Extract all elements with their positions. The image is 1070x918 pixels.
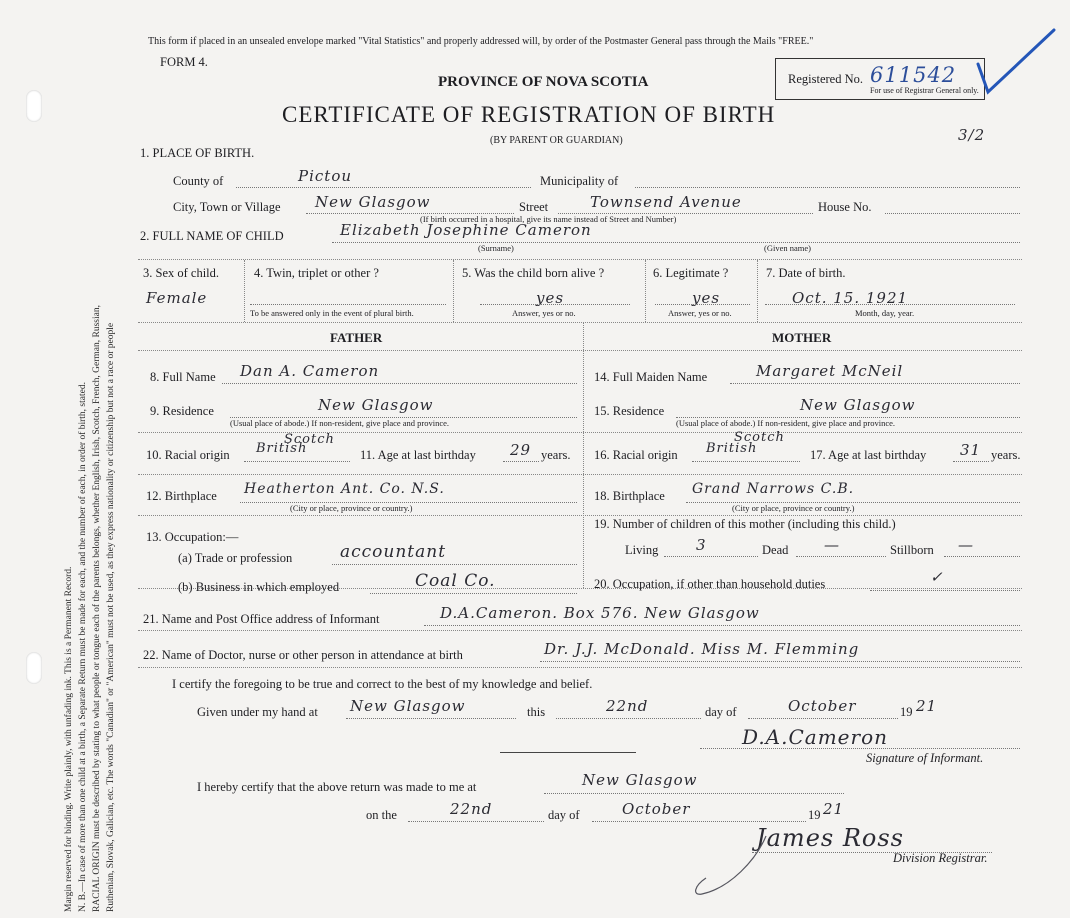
father-birthplace-value: Heatherton Ant. Co. N.S. [244,481,445,497]
attendant-value: Dr. J.J. McDonald. Miss M. Flemming [544,640,860,658]
city-label: City, Town or Village [173,200,281,214]
province-heading: PROVINCE OF NOVA SCOTIA [438,74,649,90]
given-month-value: October [788,697,857,715]
page-title: CERTIFICATE OF REGISTRATION OF BIRTH [282,102,776,127]
street-value: Townsend Avenue [590,193,742,211]
father-business-value: Coal Co. [415,571,496,591]
father-residence-note: (Usual place of abode.) If non-resident, give place and province. [230,418,450,428]
mother-age-label: 17. Age at last birthday [810,448,927,462]
father-trade-value: accountant [340,542,447,562]
certify-statement: I certify the foregoing to be true and correct to the best of my knowledge and belief. [172,677,593,691]
father-birthplace-label: 12. Birthplace [146,489,217,503]
form-number: FORM 4. [160,55,208,69]
father-age-unit: years. [541,448,571,462]
mother-racial-value: British [706,441,758,456]
clerk-mark: 3/2 [958,126,986,144]
twin-note: To be answered only in the event of plural birth. [250,308,414,318]
father-racial-label: 10. Racial origin [146,448,230,462]
house-number-label: House No. [818,200,872,214]
stillborn-label: Stillborn [890,543,934,557]
mother-residence-value: New Glasgow [800,396,916,414]
living-label: Living [625,543,659,557]
given-name-note: (Given name) [764,243,811,253]
mother-birthplace-value: Grand Narrows C.B. [692,481,855,497]
birth-date-value: Oct. 15. 1921 [792,289,909,307]
mother-age-value: 31 [960,441,982,459]
division-registrar-caption: Division Registrar. [893,851,988,865]
father-residence-label: 9. Residence [150,404,214,418]
alive-label: 5. Was the child born alive ? [462,266,605,280]
mother-residence-note: (Usual place of abode.) If non-resident, give place and province. [676,418,896,428]
father-heading: FATHER [330,330,383,345]
informant-label: 21. Name and Post Office address of Informant [143,612,380,626]
birth-date-note: Month, day, year. [855,308,915,318]
registered-number: 611542 [870,63,957,87]
municipality-label: Municipality of [540,174,619,188]
child-name-value: Elizabeth Josephine Cameron [340,221,592,239]
mother-racial-label: 16. Racial origin [594,448,678,462]
attendant-label: 22. Name of Doctor, nurse or other person in attendance at birth [143,648,463,662]
mother-heading: MOTHER [772,330,832,345]
alive-value: yes [536,289,565,307]
mother-residence-label: 15. Residence [594,404,665,418]
informant-value: D.A.Cameron. Box 576. New Glasgow [440,604,760,622]
living-value: 3 [696,536,707,554]
margin-note-multiple-births: N. B.—In case of more than one child at a birth, a Separate Return must be made for each, and the number of each, in order of birth, stated. [78,382,88,912]
registered-note: For use of Registrar General only. [870,86,979,95]
father-business-label: (b) Business in which employed [178,580,340,594]
sex-label: 3. Sex of child. [143,266,220,280]
mother-birthplace-note: (City or place, province or country.) [732,503,855,513]
given-year-value: 21 [916,697,938,715]
binding-hole [26,652,42,684]
page-subtitle: (BY PARENT OR GUARDIAN) [490,135,623,146]
registrar-day-value: 22nd [450,800,493,818]
margin-note-nationality: Ruthenian, Slovak, Galician, etc. The words "Canadian" or "American" must not be used, as they express nationality or citizenship but not a race or people [106,322,116,912]
mother-age-unit: years. [991,448,1021,462]
father-birthplace-note: (City or place, province or country.) [290,503,413,513]
check-mark-icon [960,26,1060,106]
mother-racial-overwrite: Scotch [734,430,785,445]
this-label: this [527,705,546,719]
registered-number-box [775,58,985,100]
given-day-of-label: day of [705,705,737,719]
county-value: Pictou [298,167,353,185]
mother-name-value: Margaret McNeil [756,362,904,380]
father-age-label: 11. Age at last birthday [360,448,476,462]
sex-value: Female [146,289,208,307]
father-age-value: 29 [510,441,532,459]
father-residence-value: New Glasgow [318,396,434,414]
father-occupation-label: 13. Occupation:— [146,530,239,544]
seal-line [500,752,636,753]
registrar-year-value: 21 [823,800,845,818]
registrar-year-prefix: 19 [808,808,821,822]
father-trade-label: (a) Trade or profession [178,551,293,565]
postal-notice: This form if placed in an unsealed envelope marked "Vital Statistics" and properly addressed will, by order of the Postmaster General pass through the Mails "FREE." [148,36,814,47]
dead-label: Dead [762,543,789,557]
legitimate-value: yes [692,289,721,307]
father-racial-overwrite: Scotch [284,432,335,447]
registrar-month-value: October [622,800,691,818]
place-of-birth-heading: 1. PLACE OF BIRTH. [140,146,255,160]
registrar-signature: James Ross [756,824,904,852]
binding-hole [26,90,42,122]
city-value: New Glasgow [315,193,431,211]
mother-occupation-label: 20. Occupation, if other than household duties [594,577,826,591]
child-name-label: 2. FULL NAME OF CHILD [140,229,284,243]
informant-signature-caption: Signature of Informant. [866,751,984,765]
registered-label: Registered No. [788,72,863,86]
father-name-value: Dan A. Cameron [240,362,380,380]
margin-note-racial-origin: RACIAL ORIGIN must be described by stating to what people or tongue each of the parents belongs, whether English, Irish, Scotch, French, German, Russian, [92,305,102,912]
given-place-value: New Glasgow [350,697,466,715]
margin-note-binding: Margin reserved for binding. Write plainly, with unfading ink. This is a Permanent Record. [64,566,74,912]
mother-name-label: 14. Full Maiden Name [594,370,708,384]
registrar-place-value: New Glasgow [582,771,698,789]
dead-value: — [824,536,840,554]
legitimate-label: 6. Legitimate ? [653,266,729,280]
street-label: Street [519,200,549,214]
given-year-prefix: 19 [900,705,913,719]
father-racial-value: British [256,441,308,456]
signature-flourish-icon [690,830,780,900]
legitimate-note: Answer, yes or no. [668,308,732,318]
binding-margin [60,0,130,918]
county-label: County of [173,174,224,188]
registrar-day-of-label: day of [548,808,580,822]
alive-note: Answer, yes or no. [512,308,576,318]
mother-children-label: 19. Number of children of this mother (including this child.) [594,517,896,531]
given-day-value: 22nd [606,697,649,715]
given-under-label: Given under my hand at [197,705,318,719]
registrar-on-the-label: on the [366,808,397,822]
registrar-statement: I hereby certify that the above return was made to me at [197,780,477,794]
mother-occupation-value: ✓ [930,568,944,586]
birth-date-label: 7. Date of birth. [766,266,846,280]
informant-signature: D.A.Cameron [742,725,888,749]
hospital-note: (If birth occurred in a hospital, give its name instead of Street and Number) [420,214,677,224]
mother-birthplace-label: 18. Birthplace [594,489,665,503]
twin-label: 4. Twin, triplet or other ? [254,266,379,280]
stillborn-value: — [958,536,974,554]
surname-note: (Surname) [478,243,514,253]
father-name-label: 8. Full Name [150,370,216,384]
